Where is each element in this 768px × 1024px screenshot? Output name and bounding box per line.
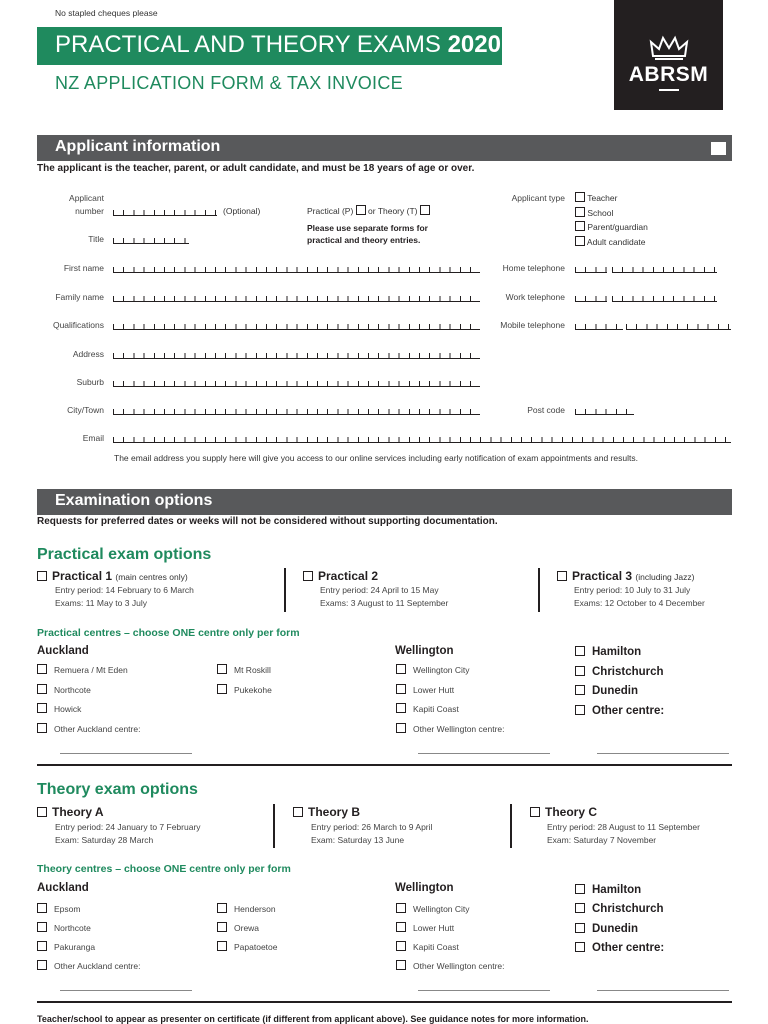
theory-other-wellington-line[interactable] — [418, 990, 550, 991]
theory-c-option[interactable]: Theory C — [530, 805, 597, 819]
theory-auckland-heading: Auckland — [37, 882, 89, 894]
theory-centre-papatoetoe[interactable]: Papatoetoe — [217, 941, 277, 952]
page-title: PRACTICAL AND THEORY EXAMS — [55, 31, 441, 58]
section-title-exam: Examination options — [55, 492, 213, 509]
email-note: The email address you supply here will give you access to our online services including early notification of exam appointments and results. — [114, 453, 638, 463]
home-tel-area-field[interactable] — [575, 265, 607, 273]
type-teacher[interactable]: Teacher — [575, 191, 648, 206]
work-tel-label: Work telephone — [505, 292, 565, 302]
practical-1-option[interactable]: Practical 1 (main centres only) — [37, 569, 188, 583]
practical-1-dates: Entry period: 14 February to 6 March Exams: 11 May to 3 July — [55, 585, 194, 608]
section-divider — [37, 764, 732, 766]
practical-3-checkbox[interactable] — [557, 571, 567, 581]
theory-a-option[interactable]: Theory A — [37, 805, 104, 819]
email-label: Email — [82, 433, 104, 443]
practical-3-option[interactable]: Practical 3 (including Jazz) — [557, 569, 694, 583]
practical-2-dates: Entry period: 24 April to 15 May Exams: 3 August to 11 September — [320, 585, 449, 608]
mobile-tel-prefix-field[interactable] — [575, 322, 623, 330]
applicant-number-field[interactable] — [113, 208, 217, 216]
address-label: Address — [72, 349, 104, 359]
page-subtitle: NZ APPLICATION FORM & TAX INVOICE — [55, 73, 403, 93]
theory-other-centre-line[interactable] — [597, 990, 729, 991]
theory-centre-hamilton[interactable]: Hamilton — [575, 884, 641, 896]
divider — [510, 804, 512, 848]
office-use-box — [711, 142, 726, 155]
practical-other-centre-line[interactable] — [597, 753, 729, 754]
section-bar-applicant — [37, 135, 732, 161]
practical-centres-heading: Practical centres – choose ONE centre only per form — [37, 627, 300, 639]
theory-centre-other-wellington[interactable]: Other Wellington centre: — [396, 960, 505, 971]
theory-centre-other[interactable]: Other centre: — [575, 942, 664, 954]
presenter-note: Teacher/school to appear as presenter on certificate (if different from applicant above). See guidance notes for more information. — [37, 1014, 589, 1024]
practical-centre-christchurch[interactable]: Christchurch — [575, 666, 664, 678]
practical-centre-kapiti[interactable]: Kapiti Coast — [396, 703, 459, 714]
practical-centre-pukekohe[interactable]: Pukekohe — [217, 684, 272, 695]
top-note: No stapled cheques please — [55, 8, 158, 18]
post-code-label: Post code — [527, 405, 565, 415]
practical-centre-hamilton[interactable]: Hamilton — [575, 646, 641, 658]
abrsm-logo — [614, 0, 723, 110]
theory-a-checkbox[interactable] — [37, 807, 47, 817]
theory-centre-northcote[interactable]: Northcote — [37, 922, 91, 933]
practical-centre-other-wellington[interactable]: Other Wellington centre: — [396, 723, 505, 734]
separate-forms-note: Please use separate forms for practical and theory entries. — [307, 223, 428, 245]
home-tel-field[interactable] — [612, 265, 717, 273]
post-code-field[interactable] — [575, 407, 634, 415]
theory-heading: Theory exam options — [37, 781, 198, 798]
type-adult[interactable]: Adult candidate — [575, 235, 648, 250]
applicant-type-options — [575, 191, 648, 249]
practical-3-dates: Entry period: 10 July to 31 July Exams: 12 October to 4 December — [574, 585, 705, 608]
title-field[interactable] — [113, 236, 189, 244]
type-parent[interactable]: Parent/guardian — [575, 220, 648, 235]
theory-other-auckland-line[interactable] — [60, 990, 192, 991]
family-name-label: Family name — [55, 292, 104, 302]
practical-centre-mt-roskill[interactable]: Mt Roskill — [217, 664, 271, 675]
practical-centre-remuera[interactable]: Remuera / Mt Eden — [37, 664, 128, 675]
practical-centre-howick[interactable]: Howick — [37, 703, 81, 714]
theory-centre-pakuranga[interactable]: Pakuranga — [37, 941, 95, 952]
title-banner — [37, 27, 502, 65]
practical-2-checkbox[interactable] — [303, 571, 313, 581]
work-tel-area-field[interactable] — [575, 294, 607, 302]
theory-centres-heading: Theory centres – choose ONE centre only per form — [37, 863, 291, 875]
theory-centre-henderson[interactable]: Henderson — [217, 903, 276, 914]
theory-c-dates: Entry period: 28 August to 11 September Exam: Saturday 7 November — [547, 822, 700, 845]
applicant-intro: The applicant is the teacher, parent, or adult candidate, and must be 18 years of age or over. — [37, 163, 475, 174]
practical-centre-dunedin[interactable]: Dunedin — [575, 685, 638, 697]
home-tel-label: Home telephone — [502, 263, 565, 273]
practical-centre-other-auckland[interactable]: Other Auckland centre: — [37, 723, 140, 734]
practical-centre-northcote[interactable]: Northcote — [37, 684, 91, 695]
practical-heading: Practical exam options — [37, 546, 212, 563]
theory-wellington-heading: Wellington — [395, 882, 454, 894]
crown-icon — [649, 34, 689, 60]
practical-theory-choice: Practical (P) or Theory (T) — [307, 205, 430, 216]
qualifications-field[interactable] — [113, 322, 480, 330]
theory-b-option[interactable]: Theory B — [293, 805, 360, 819]
practical-centre-other[interactable]: Other centre: — [575, 705, 664, 717]
theory-centre-lower-hutt[interactable]: Lower Hutt — [396, 922, 454, 933]
practical-centre-wellington-city[interactable]: Wellington City — [396, 664, 470, 675]
section-divider — [37, 1001, 732, 1003]
theory-centre-orewa[interactable]: Orewa — [217, 922, 259, 933]
theory-centre-epsom[interactable]: Epsom — [37, 903, 80, 914]
type-school[interactable]: School — [575, 206, 648, 221]
practical-centre-lower-hutt[interactable]: Lower Hutt — [396, 684, 454, 695]
qualifications-label: Qualifications — [52, 320, 104, 330]
divider — [284, 568, 286, 612]
theory-centre-wellington-city[interactable]: Wellington City — [396, 903, 470, 914]
title-label: Title — [88, 234, 104, 244]
applicant-type-label: Applicant type — [511, 193, 565, 203]
mobile-tel-field[interactable] — [626, 322, 731, 330]
practical-auckland-heading: Auckland — [37, 645, 89, 657]
section-title-applicant: Applicant information — [55, 138, 221, 155]
theory-b-checkbox[interactable] — [293, 807, 303, 817]
email-field[interactable] — [113, 435, 731, 443]
theory-centre-dunedin[interactable]: Dunedin — [575, 923, 638, 935]
theory-centre-other-auckland[interactable]: Other Auckland centre: — [37, 960, 140, 971]
theory-centre-christchurch[interactable]: Christchurch — [575, 903, 664, 915]
theory-c-checkbox[interactable] — [530, 807, 540, 817]
first-name-label: First name — [63, 263, 104, 273]
optional-label: (Optional) — [223, 206, 261, 216]
theory-centre-kapiti[interactable]: Kapiti Coast — [396, 941, 459, 952]
practical-other-wellington-line[interactable] — [418, 753, 550, 754]
practical-wellington-heading: Wellington — [395, 645, 454, 657]
practical-other-auckland-line[interactable] — [60, 753, 192, 754]
address-field[interactable] — [113, 351, 480, 359]
section-bar-exam — [37, 489, 732, 515]
practical-checkbox[interactable] — [356, 205, 366, 215]
applicant-number-label: Applicant number — [69, 193, 104, 216]
practical-1-checkbox[interactable] — [37, 571, 47, 581]
city-label: City/Town — [67, 405, 104, 415]
suburb-field[interactable] — [113, 379, 480, 387]
mobile-tel-label: Mobile telephone — [500, 320, 565, 330]
practical-2-option[interactable]: Practical 2 — [303, 569, 378, 583]
divider — [538, 568, 540, 612]
exam-note: Requests for preferred dates or weeks will not be considered without supporting documentation. — [37, 516, 498, 527]
page-title-year: 2020 — [447, 31, 501, 58]
logo-text: ABRSM — [628, 63, 709, 86]
theory-a-dates: Entry period: 24 January to 7 February Exam: Saturday 28 March — [55, 822, 201, 845]
suburb-label: Suburb — [76, 377, 104, 387]
family-name-field[interactable] — [113, 294, 480, 302]
theory-checkbox[interactable] — [420, 205, 430, 215]
work-tel-field[interactable] — [612, 294, 717, 302]
city-field[interactable] — [113, 407, 480, 415]
first-name-field[interactable] — [113, 265, 480, 273]
theory-b-dates: Entry period: 26 March to 9 April Exam: Saturday 13 June — [311, 822, 433, 845]
divider — [273, 804, 275, 848]
